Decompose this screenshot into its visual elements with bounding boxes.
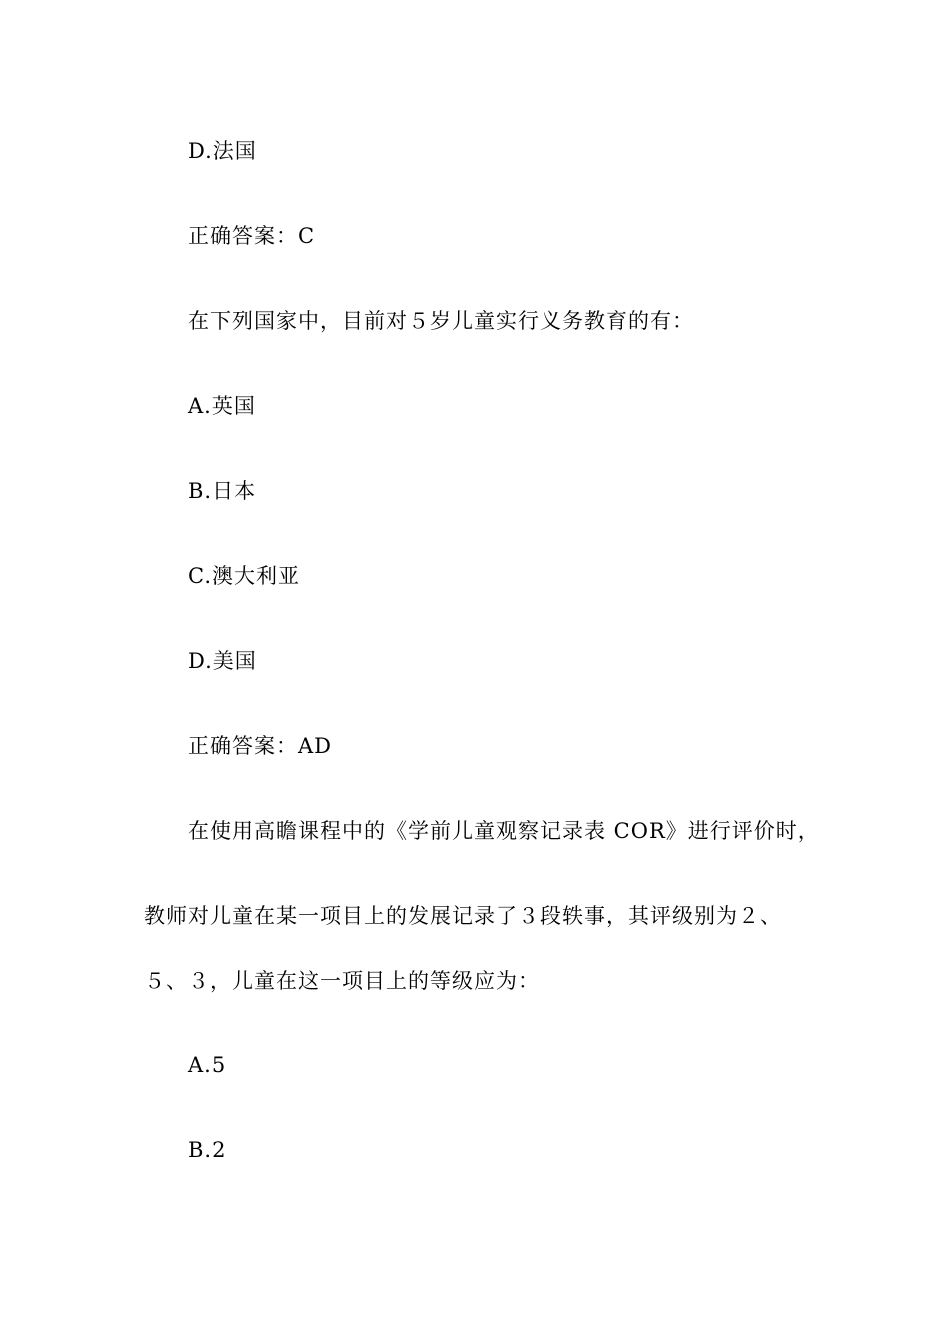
question-2-stem-line-2: 教师对儿童在某一项目上的发展记录了３段轶事，其评级别为２、 bbox=[144, 904, 782, 928]
question-1-answer: 正确答案：AD bbox=[188, 734, 333, 758]
question-2-option-a: A.5 bbox=[188, 1053, 227, 1077]
question-1-stem: 在下列国家中，目前对５岁儿童实行义务教育的有： bbox=[188, 309, 694, 333]
answer-prev: 正确答案：C bbox=[188, 224, 316, 248]
question-2-option-b: B.2 bbox=[188, 1138, 227, 1162]
option-d-prev: D.法国 bbox=[188, 139, 257, 163]
question-1-option-d: D.美国 bbox=[188, 649, 257, 673]
question-2-stem-line-1: 在使用高瞻课程中的《学前儿童观察记录表 COR》进行评价时， bbox=[188, 819, 820, 843]
question-1-option-a: A.英国 bbox=[188, 394, 256, 418]
question-1-option-c: C.澳大利亚 bbox=[188, 564, 300, 588]
question-2-stem-line-3: ５、３，儿童在这一项目上的等级应为： bbox=[144, 969, 540, 993]
question-1-option-b: B.日本 bbox=[188, 479, 257, 503]
